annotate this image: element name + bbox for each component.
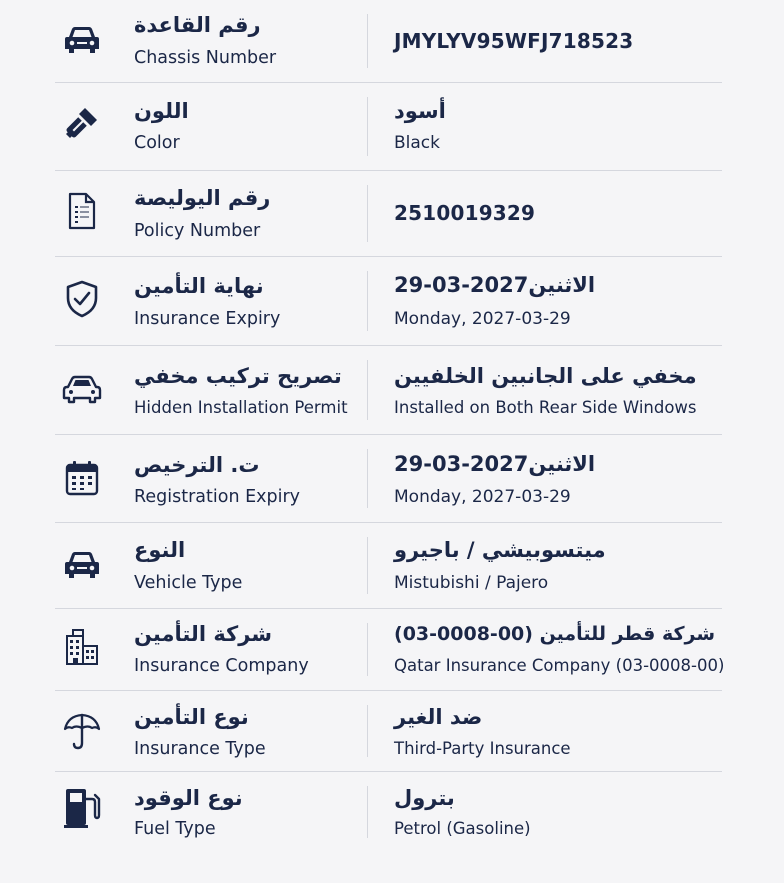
day-arabic: الاثنين — [528, 273, 596, 297]
policy-number-value: 2510019329 — [394, 201, 536, 225]
label-arabic: نوع الوقود — [134, 786, 243, 810]
value-english: Mistubishi / Pajero — [394, 573, 549, 593]
document-icon — [61, 190, 103, 232]
label-english: Insurance Company — [134, 656, 309, 676]
shield-check-icon — [61, 278, 103, 320]
value-english: Monday, 2027-03-29 — [394, 487, 571, 507]
value-english: Black — [394, 133, 440, 153]
detail-row-policy-number — [55, 171, 722, 257]
paint-roller-icon — [61, 102, 103, 144]
value-block — [394, 171, 722, 256]
column-divider — [367, 537, 368, 594]
column-divider — [367, 271, 368, 331]
column-divider — [367, 786, 368, 838]
label-block — [134, 523, 367, 608]
value-english: Installed on Both Rear Side Windows — [394, 398, 697, 417]
value-date-arabic — [394, 451, 607, 477]
label-arabic: تصريح تركيب مخفي — [134, 364, 342, 388]
date-numeric: 2027-03-29 — [394, 273, 529, 297]
value-english: Qatar Insurance Company (03-0008-00) — [394, 656, 725, 675]
label-arabic: رقم القاعدة — [134, 13, 261, 37]
label-english: Registration Expiry — [134, 487, 301, 507]
label-arabic: اللون — [134, 99, 189, 123]
label-arabic: ت. الترخيص — [134, 453, 260, 477]
value-block — [394, 609, 725, 690]
value-arabic: بترول — [394, 786, 455, 810]
car-icon — [61, 544, 103, 586]
detail-row-registration-expiry — [55, 435, 722, 523]
detail-row-insurance-expiry — [55, 257, 722, 346]
value-block — [394, 772, 722, 852]
label-block — [134, 609, 367, 690]
date-numeric: 2027-03-29 — [394, 452, 529, 476]
label-block — [134, 171, 367, 256]
value-block — [394, 346, 722, 434]
value-english: Monday, 2027-03-29 — [394, 309, 571, 329]
label-english: Color — [134, 133, 180, 153]
detail-row-vehicle-type — [55, 523, 722, 609]
column-divider — [367, 623, 368, 676]
detail-row-hidden-installation-permit — [55, 346, 722, 435]
label-block — [134, 257, 367, 345]
label-english: Insurance Type — [134, 739, 266, 759]
umbrella-icon — [61, 710, 103, 752]
value-arabic: مخفي على الجانبين الخلفيين — [394, 364, 697, 388]
label-block — [134, 83, 367, 170]
column-divider — [367, 705, 368, 757]
value-block — [394, 691, 722, 771]
column-divider — [367, 449, 368, 508]
column-divider — [367, 97, 368, 156]
label-arabic: النوع — [134, 538, 186, 562]
value-arabic: ميتسوبيشي / باجيرو — [394, 538, 606, 562]
label-block — [134, 435, 367, 522]
fuel-pump-icon — [61, 787, 103, 829]
building-icon — [61, 626, 103, 668]
label-arabic: نوع التأمين — [134, 705, 249, 729]
detail-row-color — [55, 83, 722, 171]
detail-row-fuel-type — [55, 772, 722, 852]
value-block — [394, 257, 722, 345]
value-block — [394, 0, 722, 82]
day-arabic: الاثنين — [528, 452, 596, 476]
column-divider — [367, 360, 368, 420]
value-block — [394, 83, 722, 170]
value-arabic: ضد الغير — [394, 705, 483, 729]
vehicle-details-list — [55, 0, 725, 852]
value-block — [394, 435, 722, 522]
detail-row-chassis-number — [55, 0, 722, 83]
calendar-icon — [61, 457, 103, 499]
label-english: Fuel Type — [134, 819, 216, 839]
label-english: Insurance Expiry — [134, 309, 281, 329]
value-date-arabic — [394, 272, 607, 298]
label-arabic: رقم اليوليصة — [134, 186, 271, 210]
label-arabic: شركة التأمين — [134, 622, 272, 646]
label-english: Hidden Installation Permit — [134, 398, 348, 417]
car-icon — [61, 19, 103, 61]
label-english: Chassis Number — [134, 48, 277, 68]
label-english: Vehicle Type — [134, 573, 243, 593]
column-divider — [367, 14, 368, 68]
label-block — [134, 772, 367, 852]
detail-row-insurance-company — [55, 609, 725, 691]
value-english: Petrol (Gasoline) — [394, 819, 531, 838]
value-block — [394, 523, 722, 608]
label-block — [134, 0, 367, 82]
label-block — [134, 691, 367, 771]
column-divider — [367, 185, 368, 242]
detail-row-insurance-type — [55, 691, 722, 772]
chassis-number-value: JMYLYV95WFJ718523 — [394, 29, 634, 53]
value-arabic: شركة قطر للتأمين (00-0008-03) — [394, 623, 716, 645]
value-arabic: أسود — [394, 99, 446, 123]
car-tint-icon — [61, 369, 103, 411]
label-arabic: نهاية التأمين — [134, 274, 264, 298]
label-english: Policy Number — [134, 221, 261, 241]
label-block — [134, 346, 367, 434]
value-english: Third-Party Insurance — [394, 739, 571, 758]
